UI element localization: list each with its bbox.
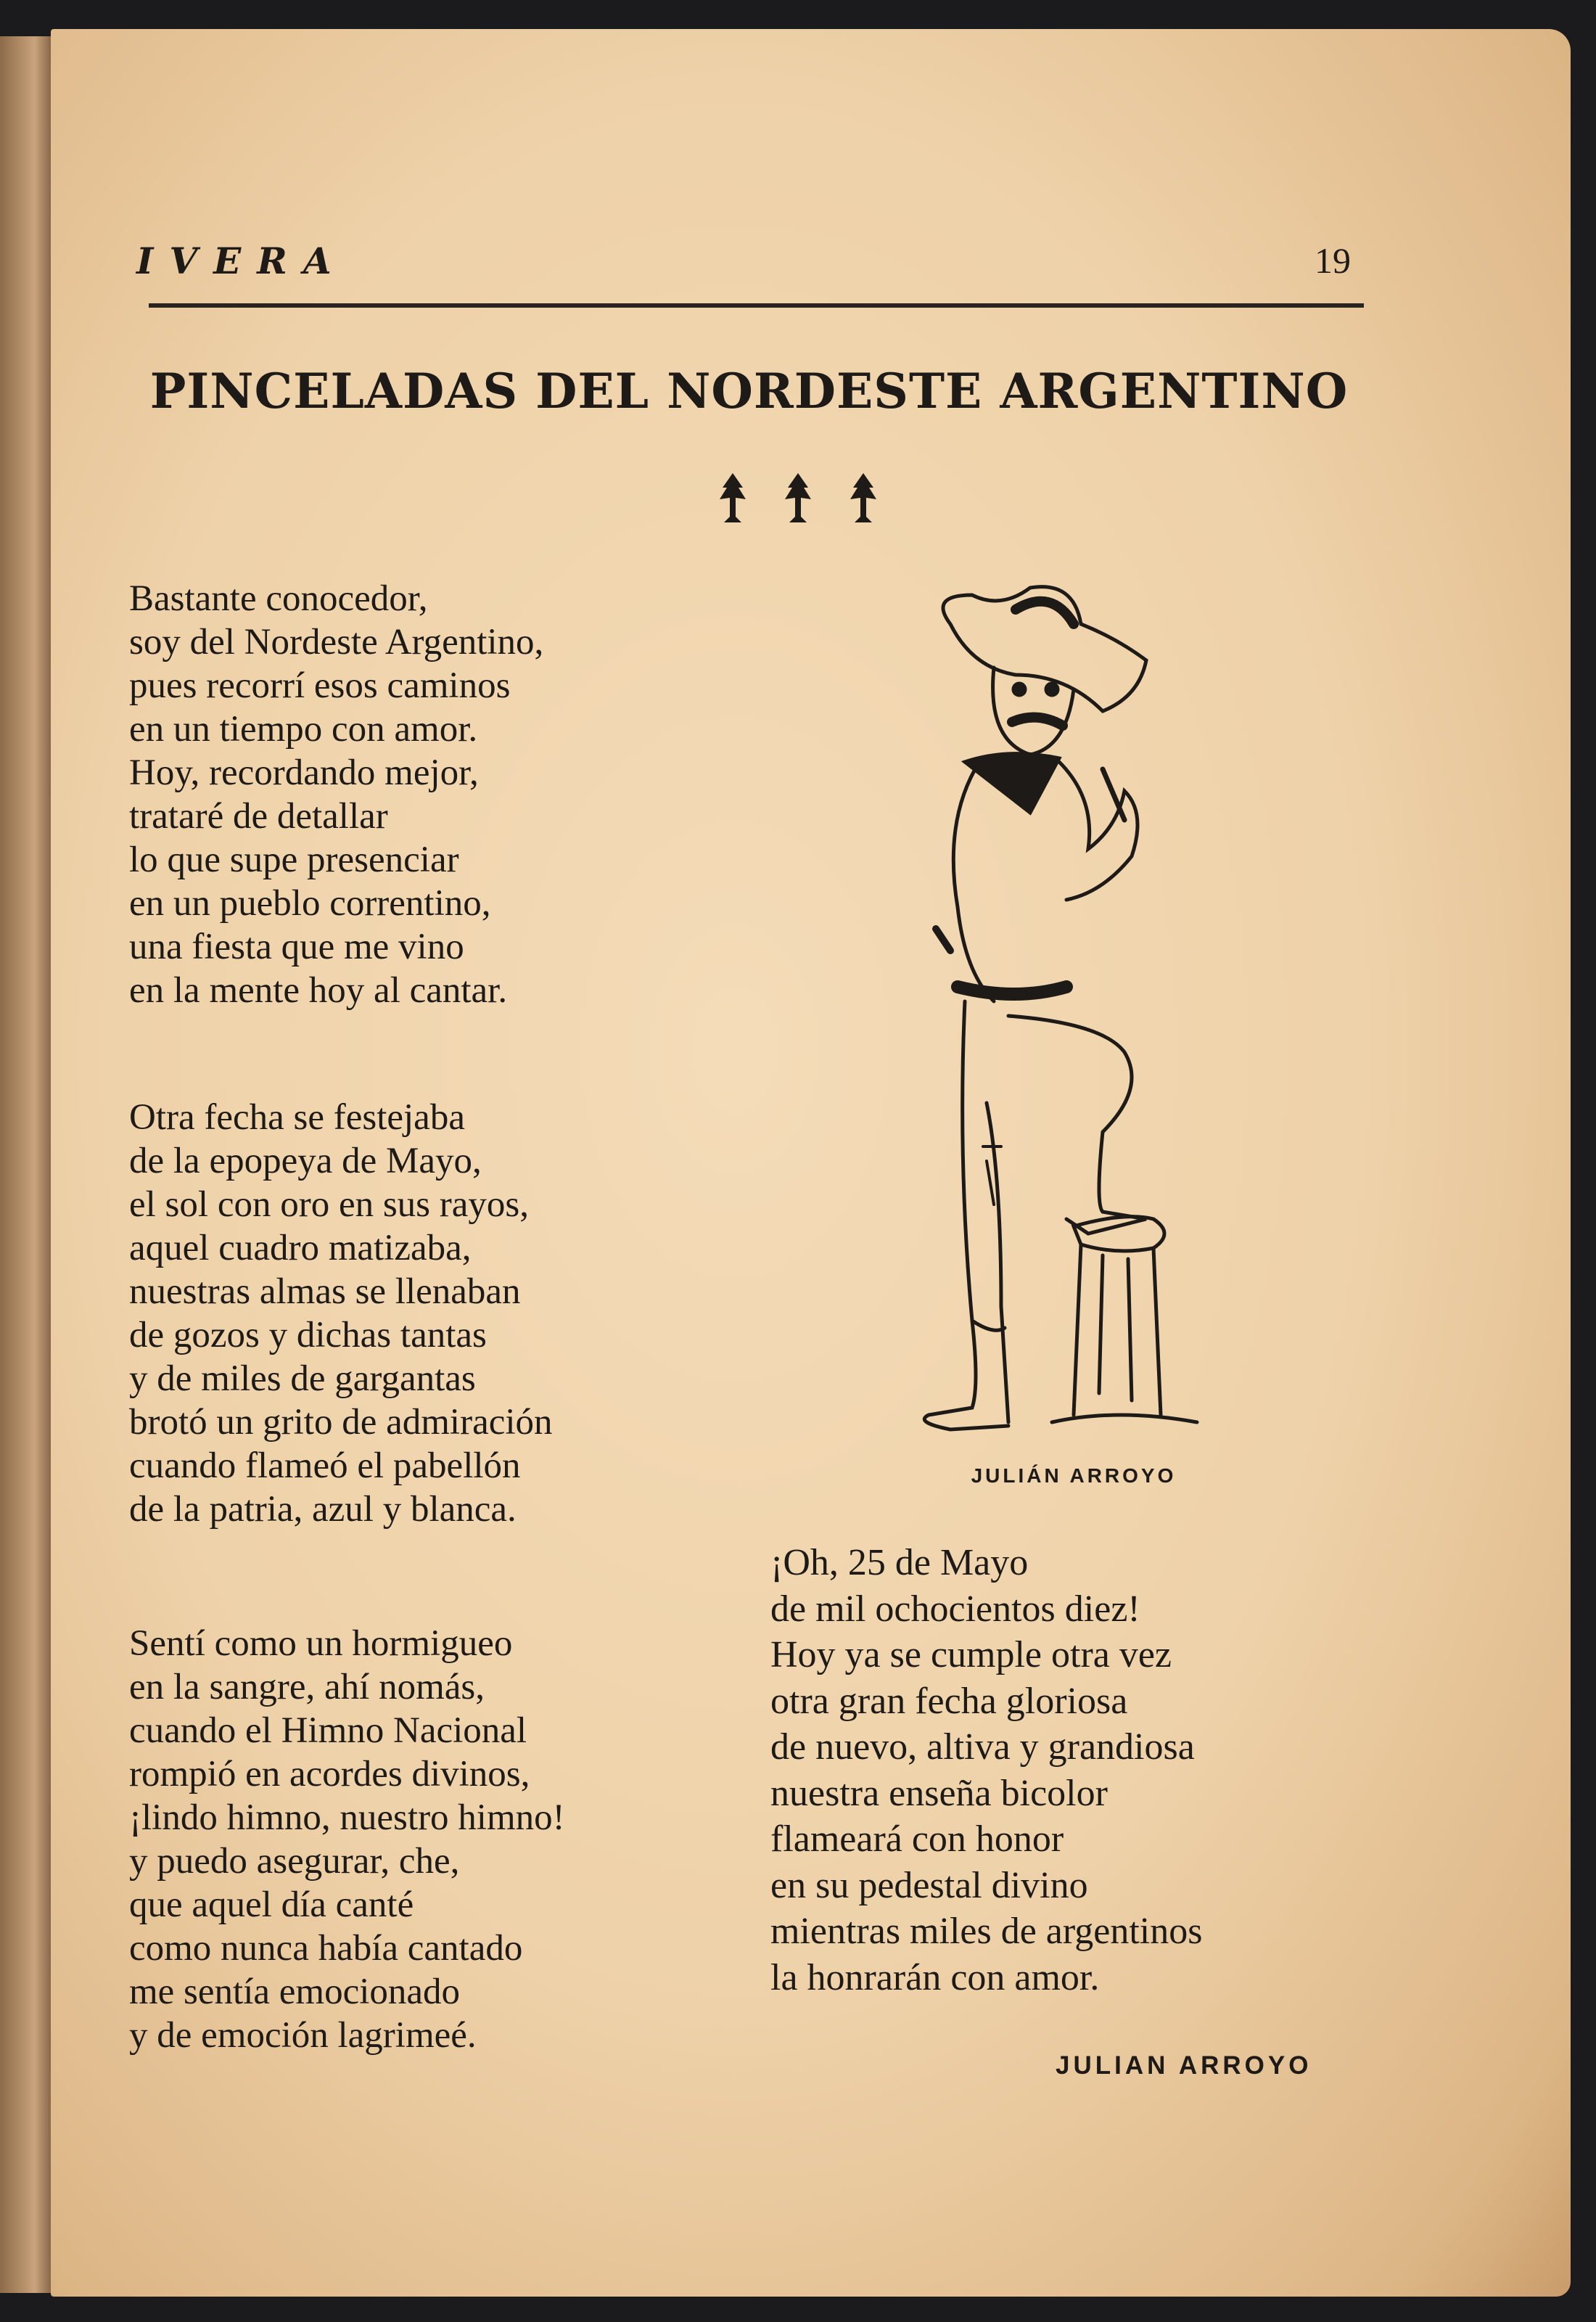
verse-line: aquel cuadro matizaba, xyxy=(129,1228,472,1268)
verse-line: en un pueblo correntino, xyxy=(129,883,491,924)
verse-line: pues recorrí esos caminos xyxy=(129,665,511,706)
verse-line: de la epopeya de Mayo, xyxy=(129,1141,482,1181)
stanza-2 xyxy=(129,1096,553,1531)
verse-line: Bastante conocedor, xyxy=(129,578,428,619)
verse-line: nuestras almas se llenaban xyxy=(129,1271,521,1312)
verse-line: cuando flameó el pabellón xyxy=(129,1445,521,1486)
verse-line: de nuevo, altiva y grandiosa xyxy=(770,1726,1195,1768)
verse-line: nuestra enseña bicolor xyxy=(770,1772,1108,1814)
verse-line: cuando el Himno Nacional xyxy=(129,1710,527,1751)
verse-line: de la patria, azul y blanca. xyxy=(129,1489,517,1530)
verse-line: trataré de detallar xyxy=(129,796,388,837)
tree-ornament-icon xyxy=(0,472,1596,541)
gaucho-illustration xyxy=(885,580,1262,1447)
stanza-3 xyxy=(129,1622,565,2057)
previous-page-edge xyxy=(0,36,58,2293)
verse-line: Sentí como un hormigueo xyxy=(129,1623,513,1664)
verse-line: en un tiempo con amor. xyxy=(129,709,478,750)
verse-line: el sol con oro en sus rayos, xyxy=(129,1184,529,1225)
stanza-4 xyxy=(770,1540,1202,2001)
verse-line: que aquel día canté xyxy=(129,1884,414,1925)
running-title: IVERA xyxy=(136,239,347,282)
verse-line: como nunca había cantado xyxy=(129,1928,523,1969)
verse-line: brotó un grito de admiración xyxy=(129,1402,553,1443)
stanza-1 xyxy=(129,577,543,1012)
verse-line: Hoy, recordando mejor, xyxy=(129,752,479,793)
author-signature: JULIAN ARROYO xyxy=(1056,2051,1312,2080)
verse-line: en la sangre, ahí nomás, xyxy=(129,1667,485,1707)
verse-line: de gozos y dichas tantas xyxy=(129,1315,487,1355)
verse-line: y de miles de gargantas xyxy=(129,1358,476,1399)
verse-line: en su pedestal divino xyxy=(770,1864,1088,1906)
illustration-caption: JULIÁN ARROYO xyxy=(971,1464,1177,1487)
verse-line: lo que supe presenciar xyxy=(129,840,459,880)
header-rule xyxy=(149,303,1364,308)
page-number: 19 xyxy=(1315,240,1351,281)
verse-line: rompió en acordes divinos, xyxy=(129,1754,530,1794)
verse-line: soy del Nordeste Argentino, xyxy=(129,622,544,662)
verse-line: ¡Oh, 25 de Mayo xyxy=(770,1542,1029,1583)
verse-line: y puedo asegurar, che, xyxy=(129,1841,460,1882)
verse-line: en la mente hoy al cantar. xyxy=(129,970,508,1011)
verse-line: Otra fecha se festejaba xyxy=(129,1097,465,1138)
verse-line: una fiesta que me vino xyxy=(129,927,464,967)
verse-line: mientras miles de argentinos xyxy=(770,1911,1203,1952)
verse-line: Hoy ya se cumple otra vez xyxy=(770,1634,1172,1675)
verse-line: ¡lindo himno, nuestro himno! xyxy=(129,1797,565,1838)
verse-line: otra gran fecha gloriosa xyxy=(770,1680,1128,1722)
verse-line: me sentía emocionado xyxy=(129,1972,461,2012)
verse-line: flameará con honor xyxy=(770,1818,1064,1860)
verse-line: y de emoción lagrimeé. xyxy=(129,2015,477,2056)
verse-line: de mil ochocientos diez! xyxy=(770,1588,1140,1630)
poem-title: PINCELADAS DEL NORDESTE ARGENTINO xyxy=(149,363,1349,419)
verse-line: la honrarán con amor. xyxy=(770,1956,1100,1998)
